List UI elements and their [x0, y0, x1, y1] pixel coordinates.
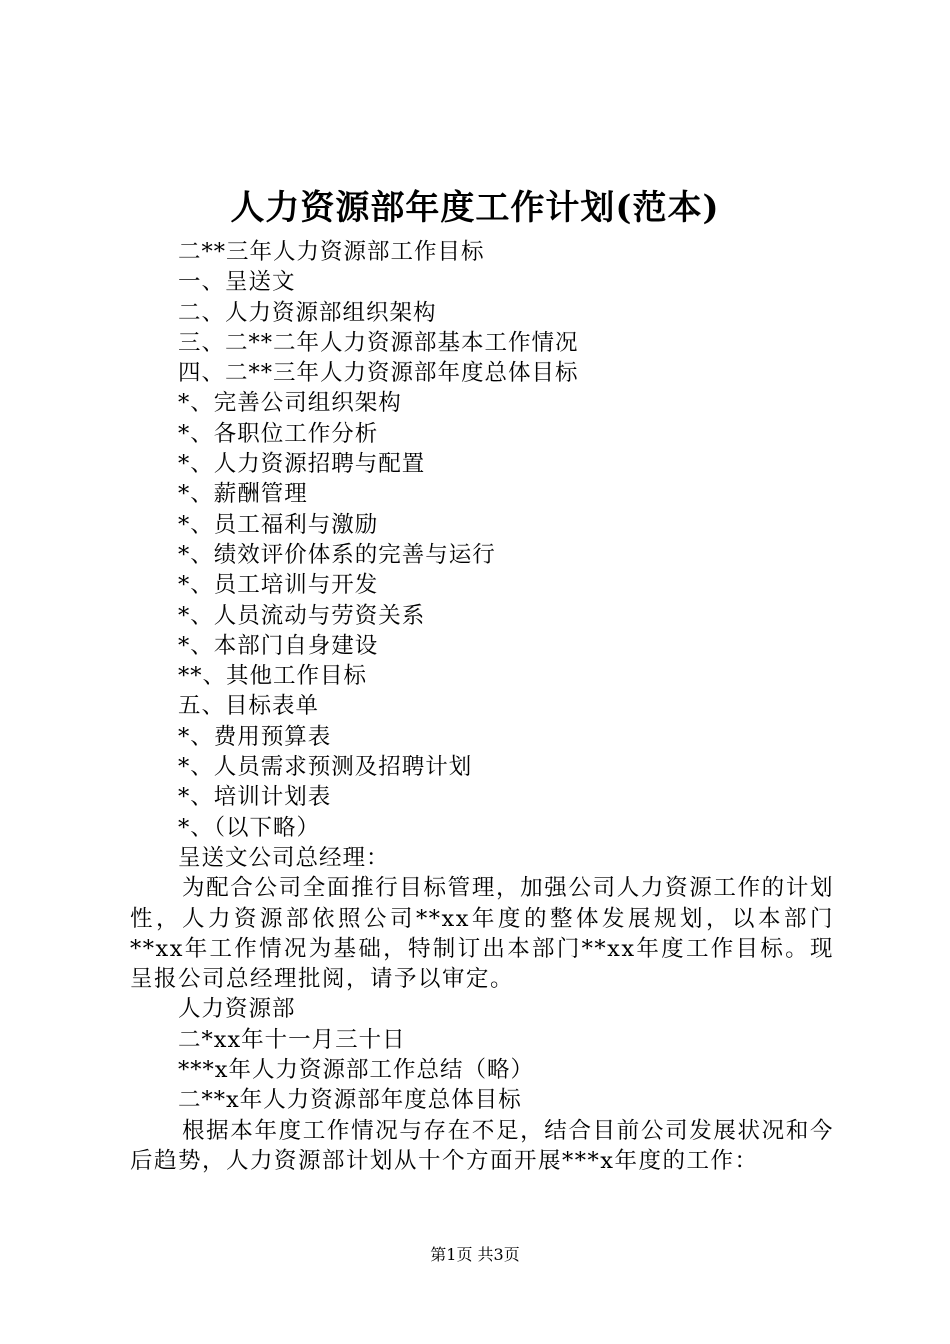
text-line: *、培训计划表: [178, 784, 332, 811]
text-line: *、人员流动与劳资关系: [178, 602, 426, 629]
page-footer: 第1页 共3页: [430, 1245, 520, 1264]
text-line: 二**x年人力资源部年度总体目标: [178, 1087, 522, 1114]
text-line: 一、呈送文: [178, 269, 296, 296]
text-line: *、人力资源招聘与配置: [178, 451, 426, 478]
text-line: 二、人力资源部组织架构: [178, 299, 437, 326]
text-line: 呈送文公司总经理：: [178, 844, 390, 871]
text-line: *、（以下略）: [178, 814, 321, 841]
text-line: ***x年人力资源部工作总结（略）: [178, 1057, 534, 1084]
text-line: *、本部门自身建设: [178, 632, 379, 659]
text-line: *、费用预算表: [178, 723, 332, 750]
text-line: *、员工培训与开发: [178, 572, 379, 599]
text-line: 三、二**二年人力资源部基本工作情况: [178, 329, 579, 356]
document-title: 人力资源部年度工作计划(范本): [230, 188, 720, 228]
paragraph: 为配合公司全面推行目标管理，加强公司人力资源工作的计划性，人力资源部依照公司**xx年度的整体发展规划，以本部门**xx年工作情况为基础，特制订出本部门**xx年度工作目标。现呈报公司总经理批阅，请予以审定。: [130, 875, 834, 993]
text-line: *、绩效评价体系的完善与运行: [178, 541, 496, 568]
document-body: [130, 237, 834, 1176]
text-line: 五、目标表单: [178, 693, 320, 720]
paragraph: 根据本年度工作情况与存在不足，结合目前公司发展状况和今后趋势，人力资源部计划从十个方面开展***x年度的工作：: [130, 1117, 834, 1174]
text-line: 人力资源部: [178, 996, 296, 1023]
text-line: **、其他工作目标: [178, 663, 368, 690]
text-line: *、完善公司组织架构: [178, 390, 402, 417]
text-line: *、各职位工作分析: [178, 420, 379, 447]
text-line: *、员工福利与激励: [178, 511, 379, 538]
text-line: 二**三年人力资源部工作目标: [178, 239, 485, 265]
text-line: *、薪酬管理: [178, 481, 308, 508]
text-line: 四、二**三年人力资源部年度总体目标: [178, 360, 579, 387]
text-line: 二*xx年十一月三十日: [178, 1026, 406, 1053]
text-line: *、人员需求预测及招聘计划: [178, 754, 473, 781]
